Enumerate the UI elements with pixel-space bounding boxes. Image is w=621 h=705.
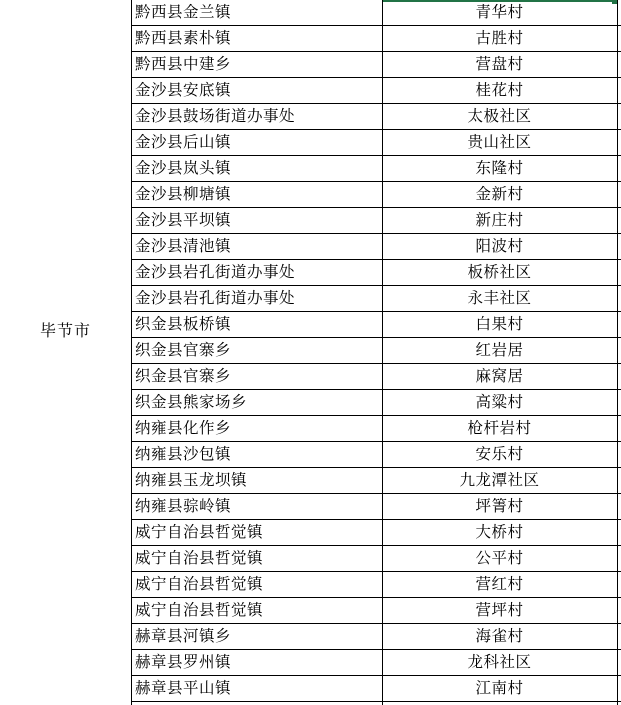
village-cell[interactable]: 大桥村 xyxy=(475,523,524,541)
town-cell[interactable]: 金沙县清池镇 xyxy=(135,237,232,255)
table-row xyxy=(131,312,621,338)
village-cell[interactable]: 坪箐村 xyxy=(475,497,524,515)
table-row xyxy=(131,260,621,286)
town-cell[interactable]: 赫章县平山镇 xyxy=(135,679,232,697)
table-row xyxy=(131,156,621,182)
village-cell[interactable]: 青华村 xyxy=(475,3,524,21)
table-row xyxy=(131,650,621,676)
village-cell[interactable]: 江南村 xyxy=(475,679,524,697)
table-row xyxy=(131,234,621,260)
town-cell[interactable]: 金沙县安底镇 xyxy=(135,81,232,99)
town-cell[interactable]: 赫章县河镇乡 xyxy=(135,627,232,645)
grid-line xyxy=(131,0,132,705)
town-cell[interactable]: 赫章县罗州镇 xyxy=(135,653,232,671)
village-cell[interactable]: 贵山社区 xyxy=(467,133,532,151)
village-cell[interactable]: 红岩居 xyxy=(475,341,524,359)
town-cell[interactable]: 纳雍县沙包镇 xyxy=(135,445,232,463)
village-cell[interactable]: 营红村 xyxy=(475,575,524,593)
town-cell[interactable]: 纳雍县化作乡 xyxy=(135,419,232,437)
city-cell[interactable] xyxy=(0,0,131,705)
selected-cell-border xyxy=(383,0,615,2)
village-cell[interactable]: 九龙潭社区 xyxy=(459,471,540,489)
village-cell[interactable]: 公平村 xyxy=(475,549,524,567)
village-cell[interactable]: 新庄村 xyxy=(475,211,524,229)
table-row xyxy=(131,26,621,52)
table-row xyxy=(131,182,621,208)
town-cell[interactable]: 黔西县素朴镇 xyxy=(135,29,232,47)
village-cell[interactable]: 金新村 xyxy=(475,185,524,203)
town-cell[interactable]: 金沙县鼓场街道办事处 xyxy=(135,107,296,125)
village-cell[interactable]: 营盘村 xyxy=(475,55,524,73)
village-cell[interactable]: 阳波村 xyxy=(475,237,524,255)
table-row xyxy=(131,130,621,156)
village-cell[interactable]: 白果村 xyxy=(475,315,524,333)
table-row xyxy=(131,494,621,520)
village-cell[interactable]: 安乐村 xyxy=(475,445,524,463)
village-cell[interactable]: 板桥社区 xyxy=(467,263,532,281)
town-cell[interactable]: 金沙县平坝镇 xyxy=(135,211,232,229)
town-cell[interactable]: 金沙县柳塘镇 xyxy=(135,185,232,203)
village-cell[interactable]: 高粱村 xyxy=(475,393,524,411)
table-row xyxy=(131,0,621,26)
table-row xyxy=(131,416,621,442)
table-row xyxy=(131,364,621,390)
table-row xyxy=(131,468,621,494)
village-cell[interactable]: 枪杆岩村 xyxy=(467,419,532,437)
village-cell[interactable]: 永丰社区 xyxy=(467,289,532,307)
table-row xyxy=(131,546,621,572)
town-cell[interactable]: 纳雍县骔岭镇 xyxy=(135,497,232,515)
fill-handle[interactable] xyxy=(612,0,617,4)
grid-line xyxy=(382,0,383,705)
town-cell[interactable]: 黔西县中建乡 xyxy=(135,55,232,73)
table-row xyxy=(131,104,621,130)
table-row xyxy=(131,208,621,234)
town-cell[interactable]: 威宁自治县哲觉镇 xyxy=(135,549,264,567)
table-row xyxy=(131,78,621,104)
table-row xyxy=(131,676,621,702)
town-cell[interactable]: 金沙县岩孔街道办事处 xyxy=(135,263,296,281)
table-row xyxy=(131,52,621,78)
village-cell[interactable]: 麻窝居 xyxy=(475,367,524,385)
town-cell[interactable]: 织金县板桥镇 xyxy=(135,315,232,333)
table-row xyxy=(131,338,621,364)
table-row xyxy=(131,624,621,650)
table-row xyxy=(131,520,621,546)
town-cell[interactable]: 织金县官寨乡 xyxy=(135,367,232,385)
table-row xyxy=(131,572,621,598)
village-cell[interactable]: 海雀村 xyxy=(475,627,524,645)
table-row xyxy=(131,442,621,468)
table-row xyxy=(131,286,621,312)
table-row xyxy=(131,390,621,416)
town-cell[interactable]: 金沙县岚头镇 xyxy=(135,159,232,177)
town-cell[interactable]: 金沙县岩孔街道办事处 xyxy=(135,289,296,307)
town-cell[interactable]: 威宁自治县哲觉镇 xyxy=(135,523,264,541)
table-row xyxy=(131,598,621,624)
table-body xyxy=(131,0,621,702)
village-cell[interactable]: 东隆村 xyxy=(475,159,524,177)
town-cell[interactable]: 黔西县金兰镇 xyxy=(135,3,232,21)
town-cell[interactable]: 金沙县后山镇 xyxy=(135,133,232,151)
village-cell[interactable]: 太极社区 xyxy=(467,107,532,125)
grid-line xyxy=(617,0,618,705)
village-cell[interactable]: 营坪村 xyxy=(475,601,524,619)
town-cell[interactable]: 织金县官寨乡 xyxy=(135,341,232,359)
village-cell[interactable]: 古胜村 xyxy=(475,29,524,47)
town-cell[interactable]: 威宁自治县哲觉镇 xyxy=(135,575,264,593)
town-cell[interactable]: 织金县熊家场乡 xyxy=(135,393,248,411)
city-label: 毕节市 xyxy=(39,321,91,340)
village-cell[interactable]: 桂花村 xyxy=(475,81,524,99)
town-cell[interactable]: 纳雍县玉龙坝镇 xyxy=(135,471,248,489)
town-cell[interactable]: 威宁自治县哲觉镇 xyxy=(135,601,264,619)
village-cell[interactable]: 龙科社区 xyxy=(467,653,532,671)
